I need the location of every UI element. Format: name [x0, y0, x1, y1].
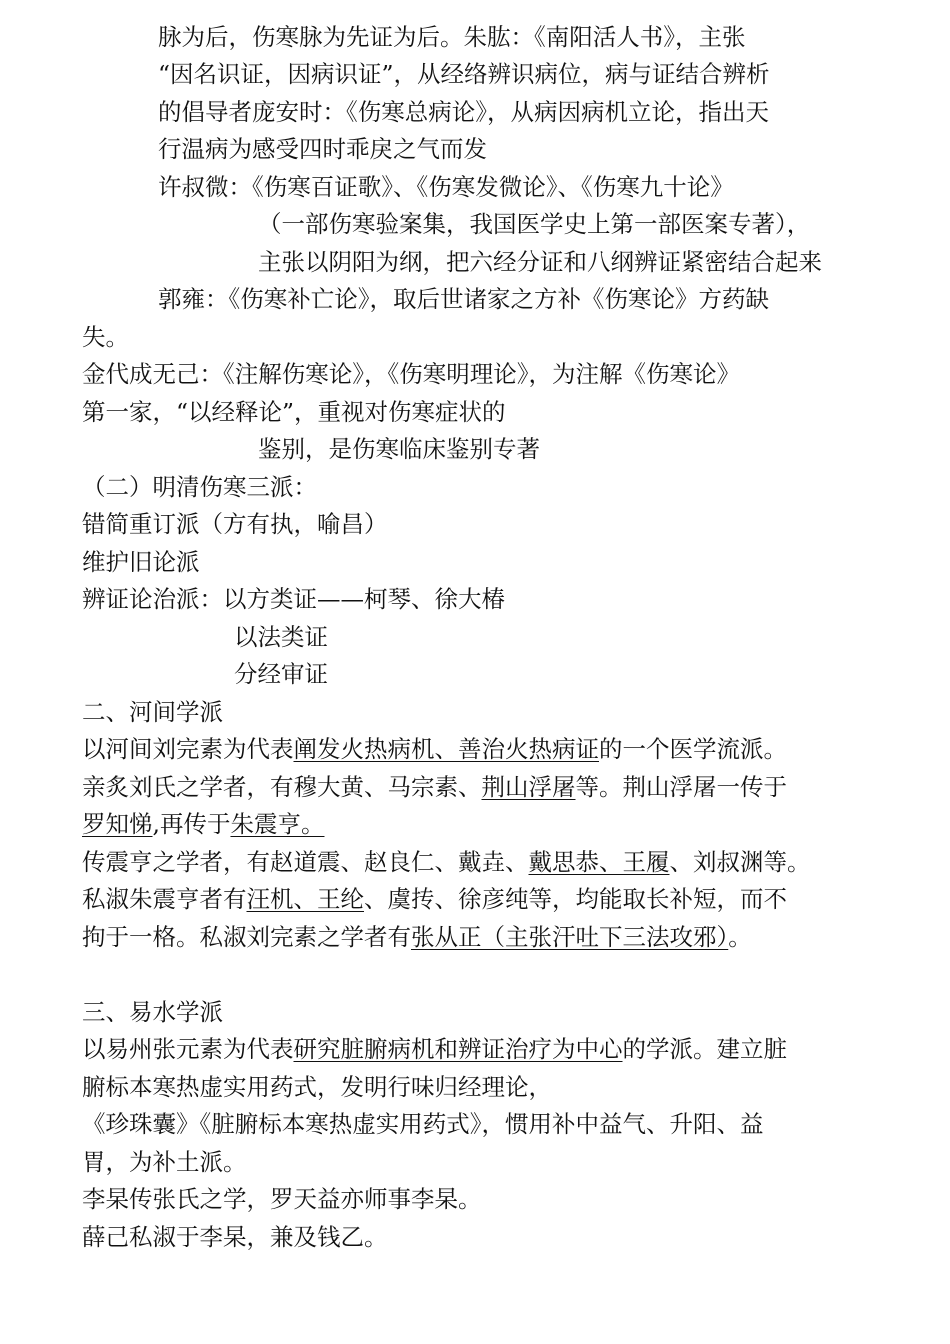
text-line: [234, 659, 328, 689]
text-segment: 胃，为补土派。: [82, 1148, 247, 1176]
text-segment: 以法类证: [234, 623, 328, 651]
text-line: [82, 1184, 482, 1214]
text-line: [234, 622, 328, 652]
text-line: [82, 734, 787, 764]
underlined-phrase: 张从正（主张汗吐下三法攻邪）: [411, 923, 729, 951]
text-line: [158, 59, 770, 89]
underlined-phrase: 荆山浮屠: [481, 773, 576, 801]
text-segment: 错简重订派（方有执，喻昌）: [82, 510, 388, 538]
text-segment: 李杲传张氏之学，罗天益亦师事李杲。: [82, 1185, 482, 1213]
underlined-phrase: 研究脏腑病机和辨证治疗为中心: [293, 1035, 623, 1063]
text-line: [82, 472, 317, 502]
text-line: [82, 1072, 552, 1102]
text-segment: ,再传于: [152, 810, 231, 838]
text-segment: 亲炙刘氏之学者，有穆大黄、马宗素、: [82, 773, 482, 801]
text-line: [82, 359, 740, 389]
text-segment: 三、易水学派: [82, 998, 223, 1026]
text-segment: 鉴别，是伤寒临床鉴别专著: [258, 435, 540, 463]
text-line: [82, 772, 787, 802]
text-segment: 二、河间学派: [82, 698, 223, 726]
text-segment: 金代成无己：《注解伤寒论》，《伤寒明理论》，为注解《伤寒论》: [82, 360, 740, 388]
text-segment: 行温病为感受四时乖戾之气而发: [158, 135, 487, 163]
text-segment: 分经审证: [234, 660, 328, 688]
text-line: [82, 1034, 787, 1064]
text-line: [82, 547, 200, 577]
text-segment: 私淑朱震亨者有: [82, 885, 247, 913]
text-segment: 以河间刘完素为代表: [82, 735, 294, 763]
text-segment: 的倡导者庞安时：《伤寒总病论》，从病因病机立论，指出天: [158, 98, 769, 126]
text-line: [82, 1147, 247, 1177]
text-line: [82, 697, 223, 727]
text-line: [82, 884, 787, 914]
underlined-phrase: 汪机、王纶: [246, 885, 364, 913]
underlined-phrase: 阐发火热病机、善治火热病证: [293, 735, 599, 763]
text-segment: （一部伤寒验案集，我国医学史上第一部医案专著），: [258, 210, 811, 238]
text-line: [82, 997, 223, 1027]
text-line: [258, 247, 822, 277]
text-line: [82, 1109, 764, 1139]
text-segment: 传震亨之学者，有赵道震、赵良仁、戴垚、: [82, 848, 529, 876]
text-segment: 辨证论治派：以方类证——柯琴、徐大椿: [82, 585, 505, 613]
text-segment: 郭雍：《伤寒补亡论》，取后世诸家之方补《伤寒论》方药缺: [158, 285, 769, 313]
text-line: [82, 584, 505, 614]
text-line: [82, 397, 506, 427]
text-segment: 第一家，“以经释论”，重视对伤寒症状的: [82, 398, 506, 426]
text-segment: 、刘叔渊等。: [669, 848, 811, 876]
text-line: [158, 134, 487, 164]
text-segment: 失。: [82, 323, 129, 351]
text-line: [82, 1222, 388, 1252]
text-segment: 的一个医学流派。: [599, 735, 787, 763]
text-segment: 等。荆山浮屠一传于: [575, 773, 787, 801]
text-segment: 的学派。建立脏: [622, 1035, 787, 1063]
text-line: [258, 209, 810, 239]
text-segment: “因名识证，因病识证”，从经络辨识病位，病与证结合辨析: [158, 60, 770, 88]
text-segment: 拘于一格。私淑刘完素之学者有: [82, 923, 411, 951]
text-line: [82, 509, 388, 539]
text-segment: 腑标本寒热虚实用药式，发明行味归经理论，: [82, 1073, 552, 1101]
text-line: [158, 284, 769, 314]
text-line: [82, 809, 324, 839]
text-segment: 薛己私淑于李杲，兼及钱乙。: [82, 1223, 388, 1251]
underlined-phrase: 戴思恭、王履: [528, 848, 670, 876]
text-segment: 《珍珠囊》《脏腑标本寒热虚实用药式》，惯用补中益气、升阳、益: [82, 1110, 764, 1138]
text-segment: 、虞抟、徐彦纯等，均能取长补短，而不: [364, 885, 787, 913]
text-line: [258, 434, 540, 464]
text-segment: 脉为后，伤寒脉为先证为后。朱肱：《南阳活人书》，主张: [158, 23, 746, 51]
text-segment: 以易州张元素为代表: [82, 1035, 294, 1063]
text-line: [82, 922, 752, 952]
underlined-phrase: 朱震亨。: [230, 810, 325, 838]
text-line: [82, 847, 811, 877]
text-segment: 。: [728, 923, 752, 951]
text-line: [82, 322, 129, 352]
text-line: [158, 172, 734, 202]
text-line: [158, 22, 746, 52]
underlined-phrase: 罗知悌: [82, 810, 153, 838]
text-segment: 许叔微：《伤寒百证歌》、《伤寒发微论》、《伤寒九十论》: [158, 173, 734, 201]
text-line: [158, 97, 769, 127]
text-segment: （二）明清伤寒三派：: [82, 473, 317, 501]
text-segment: 主张以阴阳为纲，把六经分证和八纲辨证紧密结合起来: [258, 248, 822, 276]
text-segment: 维护旧论派: [82, 548, 200, 576]
